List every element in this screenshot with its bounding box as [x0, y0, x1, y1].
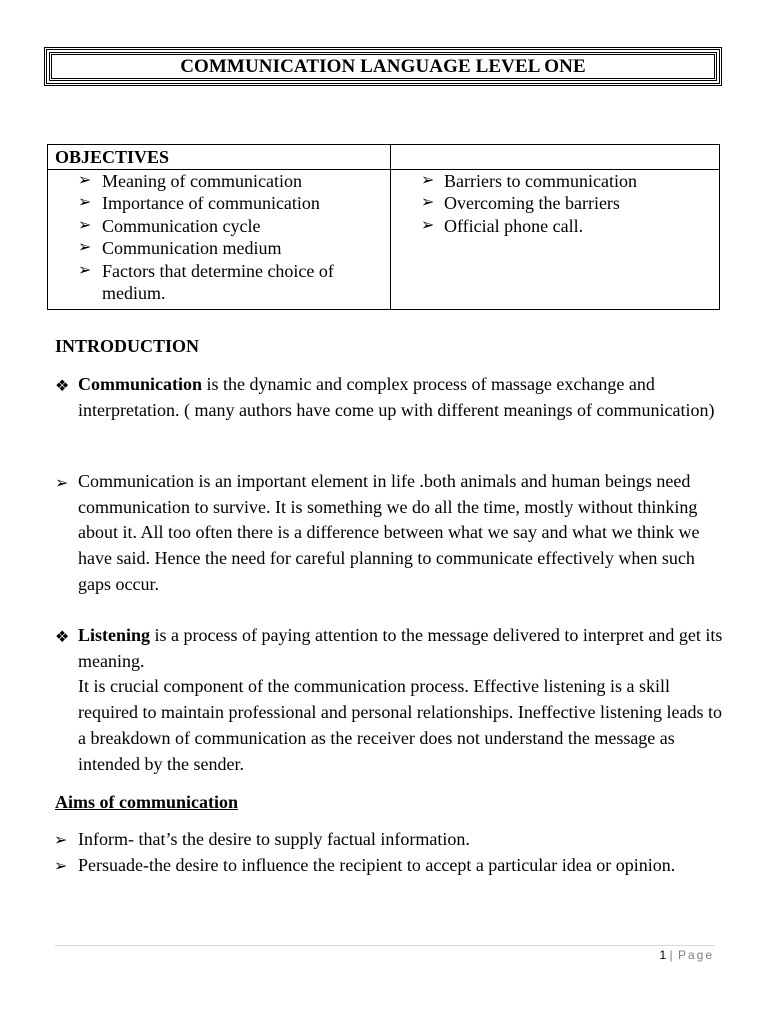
list-item: ➢ Overcoming the barriers	[421, 193, 620, 213]
objectives-right-cell	[391, 169, 720, 309]
arrow-bullet-icon: ➢	[421, 194, 435, 211]
title-inner-border	[51, 54, 715, 79]
diamond-bullet-icon: ❖	[55, 629, 70, 646]
listening-paragraph: Listening is a process of paying attention to the message delivered to interpret and get its meaning. It is crucial component of the communication process. Effective listening is a skill required to maintain professional and personal relationships. Ineffective listening leads to a breakdown of communication as the receiver does not understand the message as intended by the sender.	[78, 625, 723, 774]
diamond-bullet-icon: ❖	[55, 378, 70, 395]
objectives-left-cell	[48, 169, 391, 309]
objectives-heading-empty-cell	[391, 145, 720, 170]
list-item: ➢ Communication medium	[78, 238, 282, 258]
objectives-left-list	[48, 170, 390, 309]
list-item: ➢ Factors that determine choice of medium.	[78, 260, 334, 303]
objectives-table	[47, 144, 720, 310]
objectives-heading: OBJECTIVES	[48, 145, 391, 170]
communication-term: Communication	[78, 374, 203, 394]
aims-heading: Aims of communication	[55, 792, 238, 812]
footer-divider	[55, 945, 715, 946]
aims-list	[54, 827, 728, 878]
list-item: ➢ Official phone call.	[421, 215, 584, 236]
communication-paragraph: Communication is the dynamic and complex process of massage exchange and interpretation. ( many authors have come up with different meanings of communication)	[78, 374, 715, 420]
list-item: ➢ Importance of communication	[78, 193, 320, 213]
introduction-heading: INTRODUCTION	[55, 336, 200, 356]
communication-importance-paragraph: Communication is an important element in life .both animals and human beings need communication to survive. It is something we do all the time, mostly without thinking about it. All too often there is a difference between what we say and what we think we have said. Hence the need for careful planning to communicate effectively when such gaps occur.	[78, 471, 700, 594]
arrow-bullet-icon: ➢	[55, 475, 69, 492]
arrow-bullet-icon: ➢	[78, 261, 92, 279]
arrow-bullet-icon: ➢	[54, 832, 68, 849]
list-item: ➢ Communication cycle	[78, 215, 261, 236]
listening-term: Listening	[78, 625, 151, 645]
document-title: COMMUNICATION LANGUAGE LEVEL ONE	[180, 55, 586, 77]
list-item: ➢ Persuade-the desire to influence the recipient to accept a particular idea or opinion.	[78, 853, 728, 879]
arrow-bullet-icon: ➢	[78, 239, 92, 256]
objectives-right-list	[391, 170, 719, 242]
page-number: 1	[659, 948, 667, 962]
list-item: ➢ Meaning of communication	[78, 170, 302, 191]
arrow-bullet-icon: ➢	[421, 171, 435, 189]
arrow-bullet-icon: ➢	[78, 171, 92, 189]
arrow-bullet-icon: ➢	[78, 216, 92, 234]
arrow-bullet-icon: ➢	[54, 857, 68, 875]
list-item: ➢ Inform- that’s the desire to supply factual information.	[78, 827, 728, 853]
page-footer	[659, 948, 714, 962]
title-box	[44, 47, 722, 86]
page-label: Page	[677, 948, 714, 962]
list-item: ➢ Barriers to communication	[421, 170, 637, 191]
arrow-bullet-icon: ➢	[78, 194, 92, 211]
arrow-bullet-icon: ➢	[421, 216, 435, 234]
page-separator: |	[669, 948, 675, 962]
